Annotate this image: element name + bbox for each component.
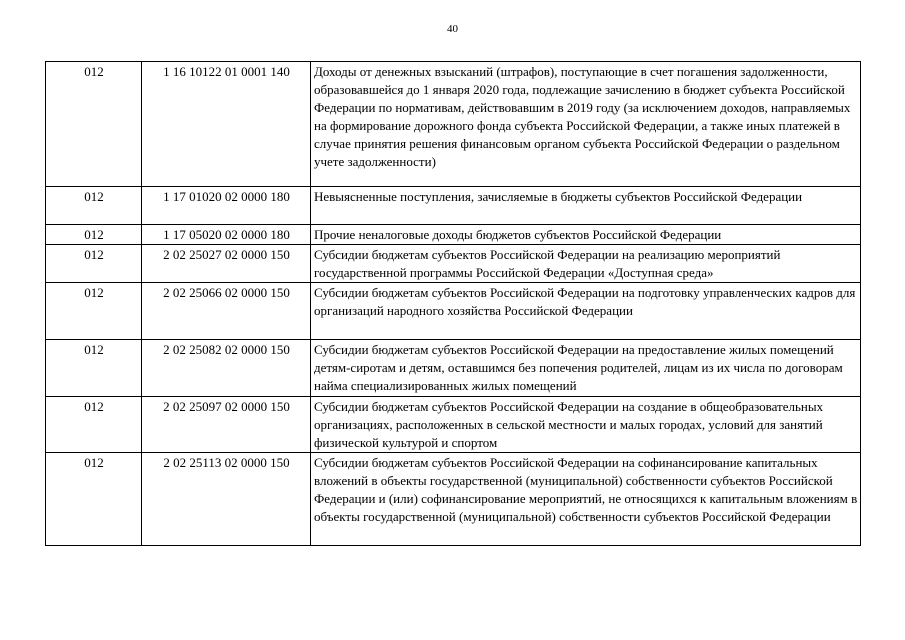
revenue-name-cell: Невыясненные поступления, зачисляемые в бюджеты субъектов Российской Федерации <box>311 187 861 225</box>
revenue-code-cell: 1 16 10122 01 0001 140 <box>142 62 311 187</box>
table-row <box>46 397 861 453</box>
admin-code-cell: 012 <box>46 62 142 187</box>
admin-code-cell: 012 <box>46 453 142 546</box>
table-row <box>46 283 861 340</box>
revenue-code-cell: 2 02 25097 02 0000 150 <box>142 397 311 453</box>
revenue-name-cell: Прочие неналоговые доходы бюджетов субъектов Российской Федерации <box>311 225 861 245</box>
table-row <box>46 187 861 225</box>
page-number: 40 <box>447 23 458 35</box>
revenue-name-cell: Субсидии бюджетам субъектов Российской Федерации на подготовку управленческих кадров для организаций народного хозяйства Российской Федерации <box>311 283 861 340</box>
revenue-code-cell: 1 17 05020 02 0000 180 <box>142 225 311 245</box>
revenue-name-cell: Субсидии бюджетам субъектов Российской Федерации на реализацию мероприятий государственной программы Российской Федерации «Доступная среда» <box>311 245 861 283</box>
admin-code-cell: 012 <box>46 340 142 397</box>
admin-code-cell: 012 <box>46 397 142 453</box>
revenue-name-cell: Доходы от денежных взысканий (штрафов), поступающие в счет погашения задолженности, образовавшейся до 1 января 2020 года, подлежащие зачислению в бюджет субъекта Российской Федерации по нормативам, действовавшим в 2019 году (за исключением доходов, направляемых на формирование дорожного фонда субъекта Российской Федерации, а также иных платежей в случае принятия решения финансовым органом субъекта Российской Федерации о раздельном учете задолженности) <box>311 62 861 187</box>
table-row <box>46 340 861 397</box>
revenue-name-cell: Субсидии бюджетам субъектов Российской Федерации на софинансирование капитальных вложений в объекты государственной (муниципальной) собственности субъектов Российской Федерации и (или) софинансирование мероприятий, не относящихся к капитальным вложениям в объекты государственной (муниципальной) собственности субъектов Российской Федерации <box>311 453 861 546</box>
revenue-name-cell: Субсидии бюджетам субъектов Российской Федерации на предоставление жилых помещений детям-сиротам и детям, оставшимся без попечения родителей, лицам из их числа по договорам найма специализированных жилых помещений <box>311 340 861 397</box>
admin-code-cell: 012 <box>46 245 142 283</box>
revenue-code-cell: 2 02 25066 02 0000 150 <box>142 283 311 340</box>
admin-code-cell: 012 <box>46 283 142 340</box>
admin-code-cell: 012 <box>46 187 142 225</box>
revenue-code-cell: 2 02 25113 02 0000 150 <box>142 453 311 546</box>
table-row <box>46 245 861 283</box>
table-row <box>46 453 861 546</box>
budget-classification-table <box>45 61 861 546</box>
revenue-code-cell: 2 02 25082 02 0000 150 <box>142 340 311 397</box>
revenue-code-cell: 1 17 01020 02 0000 180 <box>142 187 311 225</box>
table-row <box>46 62 861 187</box>
table-row <box>46 225 861 245</box>
revenue-name-cell: Субсидии бюджетам субъектов Российской Федерации на создание в общеобразовательных организациях, расположенных в сельской местности и малых городах, условий для занятий физической культурой и спортом <box>311 397 861 453</box>
admin-code-cell: 012 <box>46 225 142 245</box>
revenue-code-cell: 2 02 25027 02 0000 150 <box>142 245 311 283</box>
